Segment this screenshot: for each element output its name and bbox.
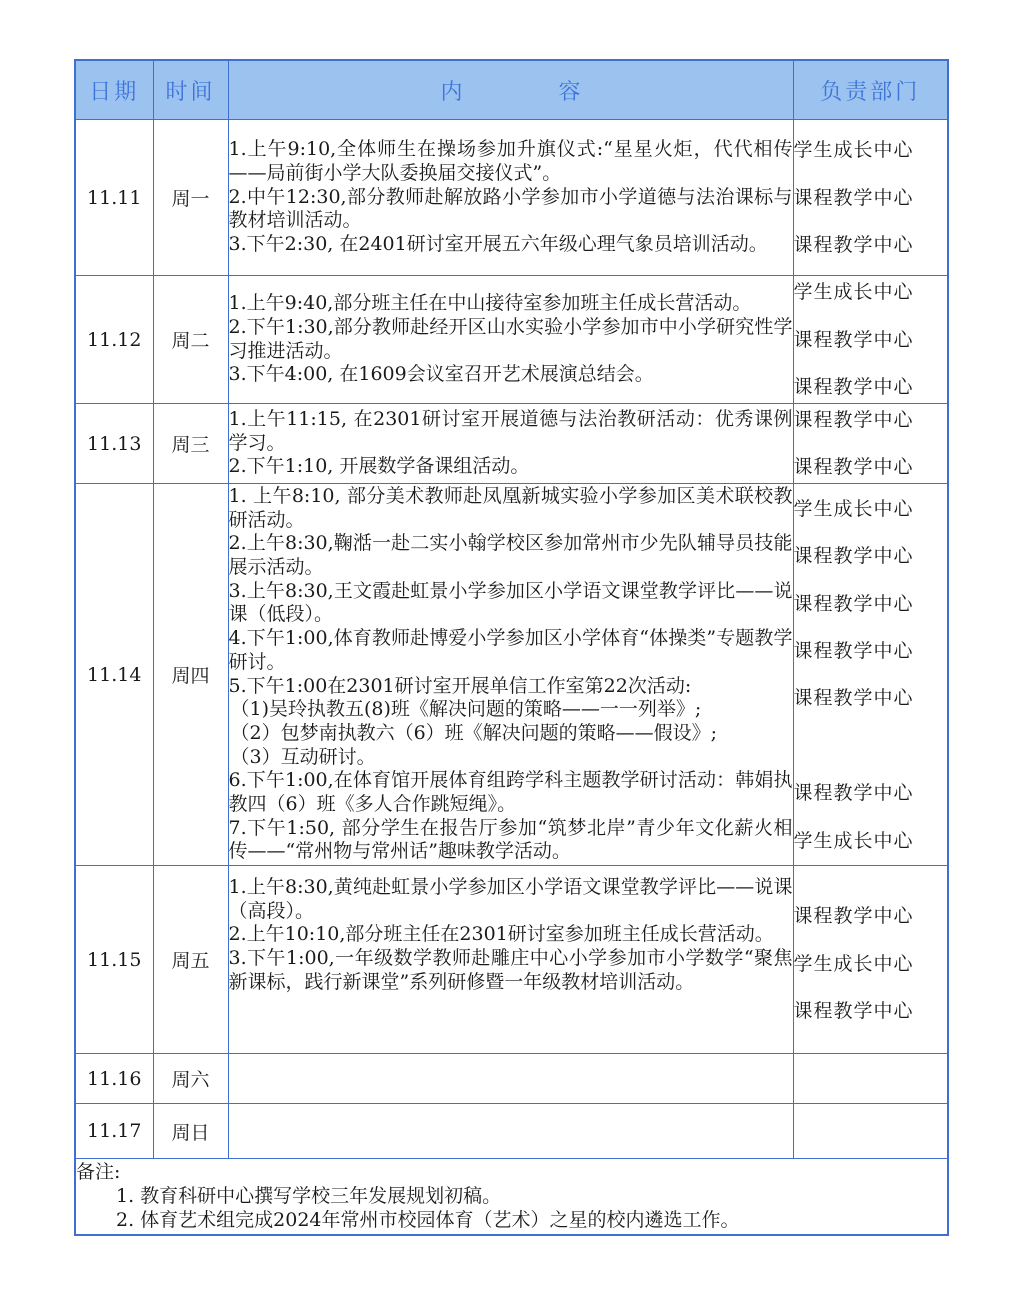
row-date: 11.15	[75, 866, 153, 1054]
schedule-subitem: （3）互动研讨。	[230, 745, 376, 768]
dept-label: 学生成长中心	[793, 952, 914, 975]
dept-label: 课程教学中心	[793, 592, 914, 615]
dept-label: 课程教学中心	[793, 328, 914, 351]
dept-label: 课程教学中心	[793, 905, 914, 928]
dept-label: 学生成长中心	[793, 829, 914, 852]
header-row	[75, 60, 948, 120]
notes-label: 备注:	[76, 1161, 121, 1184]
note-item: 2. 体育艺术组完成2024年常州市校园体育（艺术）之星的校内遴选工作。	[116, 1209, 740, 1232]
row-dept	[793, 404, 948, 484]
row-content	[228, 484, 793, 866]
schedule-item: 2.上午8:30,鞠湉一赴二实小翰学校区参加常州市少先队辅导员技能展示活动。	[228, 532, 793, 578]
row-dept	[793, 276, 948, 404]
schedule-item: 1.上午9:40,部分班主任在中山接待室参加班主任成长营活动。	[228, 292, 752, 315]
notes-cell	[75, 1159, 948, 1235]
schedule-item: 6.下午1:00,在体育馆开展体育组跨学科主题教学研讨活动：韩娟执教四（6）班《多人合作跳短绳》。	[228, 769, 793, 816]
row-day: 周日	[153, 1104, 228, 1159]
schedule-item: 4.下午1:00,体育教师赴博爱小学参加区小学体育“体操类”专题教学研讨。	[228, 627, 793, 673]
schedule-item: 1.上午11:15, 在2301研讨室开展道德与法治教研活动：优秀课例学习。	[228, 407, 793, 454]
row-content	[228, 276, 793, 404]
schedule-subitem: （1)吴玲执教五(8)班《解决问题的策略——一一列举》;	[230, 698, 702, 721]
row-date: 11.11	[75, 120, 153, 276]
schedule-subitem: （2）包梦南执教六（6）班《解决问题的策略——假设》;	[230, 721, 718, 744]
dept-label: 课程教学中心	[793, 376, 914, 399]
dept-label: 课程教学中心	[793, 408, 914, 431]
row-dept	[793, 1054, 948, 1104]
row-content	[228, 404, 793, 484]
dept-label: 学生成长中心	[793, 281, 914, 304]
schedule-item: 3.上午8:30,王文霞赴虹景小学参加区小学语文课堂教学评比——说课（低段）。	[228, 579, 793, 626]
row-content	[228, 1054, 793, 1104]
schedule-item: 3.下午1:00,一年级数学教师赴雕庄中心小学参加市小学数学“聚焦新课标，践行新课堂”系列研修暨一年级教材培训活动。	[228, 947, 793, 993]
row-dept	[793, 484, 948, 866]
dept-label: 学生成长中心	[793, 139, 914, 162]
row-day: 周二	[153, 276, 228, 404]
row-content	[228, 1104, 793, 1159]
schedule-table	[74, 59, 949, 1236]
table-row	[75, 276, 948, 404]
schedule-item: 2.下午1:30,部分教师赴经开区山水实验小学参加市中小学研究性学习推进活动。	[228, 315, 793, 362]
row-day: 周三	[153, 404, 228, 484]
schedule-item: 5.下午1:00在2301研讨室开展单信工作室第22次活动:	[228, 674, 692, 697]
schedule-item: 1.上午9:10,全体师生在操场参加升旗仪式:“星星火炬，代代相传——局前街小学大队委换届交接仪式”。	[228, 138, 793, 184]
dept-label: 课程教学中心	[793, 234, 914, 257]
dept-label: 课程教学中心	[793, 639, 914, 662]
row-date: 11.16	[75, 1054, 153, 1104]
table-row	[75, 1104, 948, 1159]
table-row	[75, 1054, 948, 1104]
row-dept	[793, 120, 948, 276]
schedule-item: 2.中午12:30,部分教师赴解放路小学参加市小学道德与法治课标与教材培训活动。	[228, 185, 793, 232]
header-content-char-2: 容	[558, 79, 581, 105]
row-dept	[793, 1104, 948, 1159]
row-date: 11.12	[75, 276, 153, 404]
row-content	[228, 120, 793, 276]
dept-label: 课程教学中心	[793, 687, 914, 710]
header-date: 日期	[75, 60, 153, 120]
dept-label: 课程教学中心	[793, 782, 914, 805]
row-date: 11.13	[75, 404, 153, 484]
dept-label: 课程教学中心	[793, 545, 914, 568]
header-dept: 负责部门	[793, 60, 948, 120]
row-day: 周六	[153, 1054, 228, 1104]
table-row	[75, 866, 948, 1054]
row-day: 周四	[153, 484, 228, 866]
table-row	[75, 404, 948, 484]
schedule-item: 1. 上午8:10, 部分美术教师赴凤凰新城实验小学参加区美术联校教研活动。	[228, 484, 793, 531]
schedule-item: 3.下午4:00, 在1609会议室召开艺术展演总结会。	[228, 363, 654, 386]
schedule-item: 1.上午8:30,黄纯赴虹景小学参加区小学语文课堂教学评比——说课（高段）。	[228, 876, 793, 922]
header-content	[228, 60, 793, 120]
dept-label: 课程教学中心	[793, 186, 914, 209]
dept-label: 课程教学中心	[793, 1000, 914, 1023]
schedule-item: 3.下午2:30, 在2401研讨室开展五六年级心理气象员培训活动。	[228, 233, 768, 256]
schedule-item: 2.上午10:10,部分班主任在2301研讨室参加班主任成长营活动。	[228, 923, 774, 946]
table-row	[75, 484, 948, 866]
schedule-item: 7.下午1:50, 部分学生在报告厅参加“筑梦北岸”青少年文化薪火相传——“常州物与常州话”趣味教学活动。	[228, 816, 793, 863]
row-dept	[793, 866, 948, 1054]
schedule-item: 2.下午1:10, 开展数学备课组活动。	[228, 455, 530, 478]
dept-label: 学生成长中心	[793, 497, 914, 520]
row-date: 11.17	[75, 1104, 153, 1159]
dept-label: 课程教学中心	[793, 456, 914, 479]
notes-row	[75, 1159, 948, 1235]
header-content-char-1: 内	[440, 79, 463, 105]
row-content	[228, 866, 793, 1054]
table-row	[75, 120, 948, 276]
row-day: 周一	[153, 120, 228, 276]
note-item: 1. 教育科研中心撰写学校三年发展规划初稿。	[116, 1185, 502, 1208]
row-day: 周五	[153, 866, 228, 1054]
header-time: 时间	[153, 60, 228, 120]
row-date: 11.14	[75, 484, 153, 866]
